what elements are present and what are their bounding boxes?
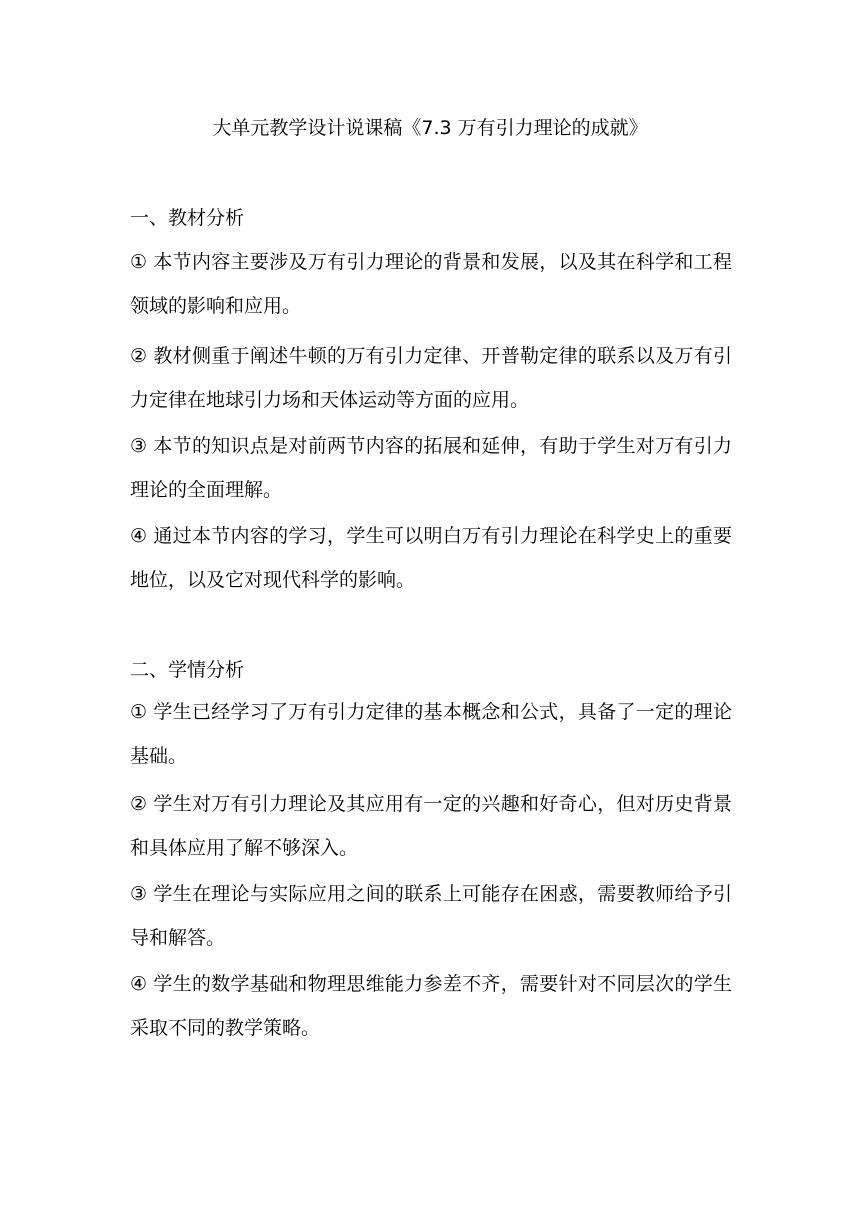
list-item [130, 782, 732, 870]
list-item [130, 240, 732, 328]
item-number: ④ [130, 973, 148, 995]
item-number: ④ [130, 525, 148, 547]
list-item [130, 962, 732, 1050]
item-number: ③ [130, 435, 148, 457]
item-number: ③ [130, 883, 148, 905]
list-item [130, 424, 732, 512]
item-text: 本节的知识点是对前两节内容的拓展和延伸，有助于学生对万有引力理论的全面理解。 [130, 435, 732, 501]
list-item [130, 514, 732, 602]
section-heading-learner-analysis: 二、学情分析 [130, 659, 245, 681]
item-number: ① [130, 251, 148, 273]
item-text: 学生在理论与实际应用之间的联系上可能存在困惑，需要教师给予引导和解答。 [130, 883, 732, 949]
item-number: ② [130, 793, 148, 815]
list-item [130, 690, 732, 778]
item-number: ① [130, 701, 148, 723]
item-number: ② [130, 345, 148, 367]
item-text: 学生对万有引力理论及其应用有一定的兴趣和好奇心，但对历史背景和具体应用了解不够深入。 [130, 793, 732, 859]
item-text: 本节内容主要涉及万有引力理论的背景和发展，以及其在科学和工程领域的影响和应用。 [130, 251, 732, 317]
item-text: 通过本节内容的学习，学生可以明白万有引力理论在科学史上的重要地位，以及它对现代科学的影响。 [130, 525, 732, 591]
list-item [130, 334, 732, 422]
item-text: 教材侧重于阐述牛顿的万有引力定律、开普勒定律的联系以及万有引力定律在地球引力场和天体运动等方面的应用。 [130, 345, 732, 411]
item-text: 学生的数学基础和物理思维能力参差不齐，需要针对不同层次的学生采取不同的教学策略。 [130, 973, 732, 1039]
page-title: 大单元教学设计说课稿《7.3 万有引力理论的成就》 [212, 117, 648, 139]
section-heading-textbook-analysis: 一、教材分析 [130, 207, 245, 229]
item-text: 学生已经学习了万有引力定律的基本概念和公式，具备了一定的理论基础。 [130, 701, 732, 767]
list-item [130, 872, 732, 960]
